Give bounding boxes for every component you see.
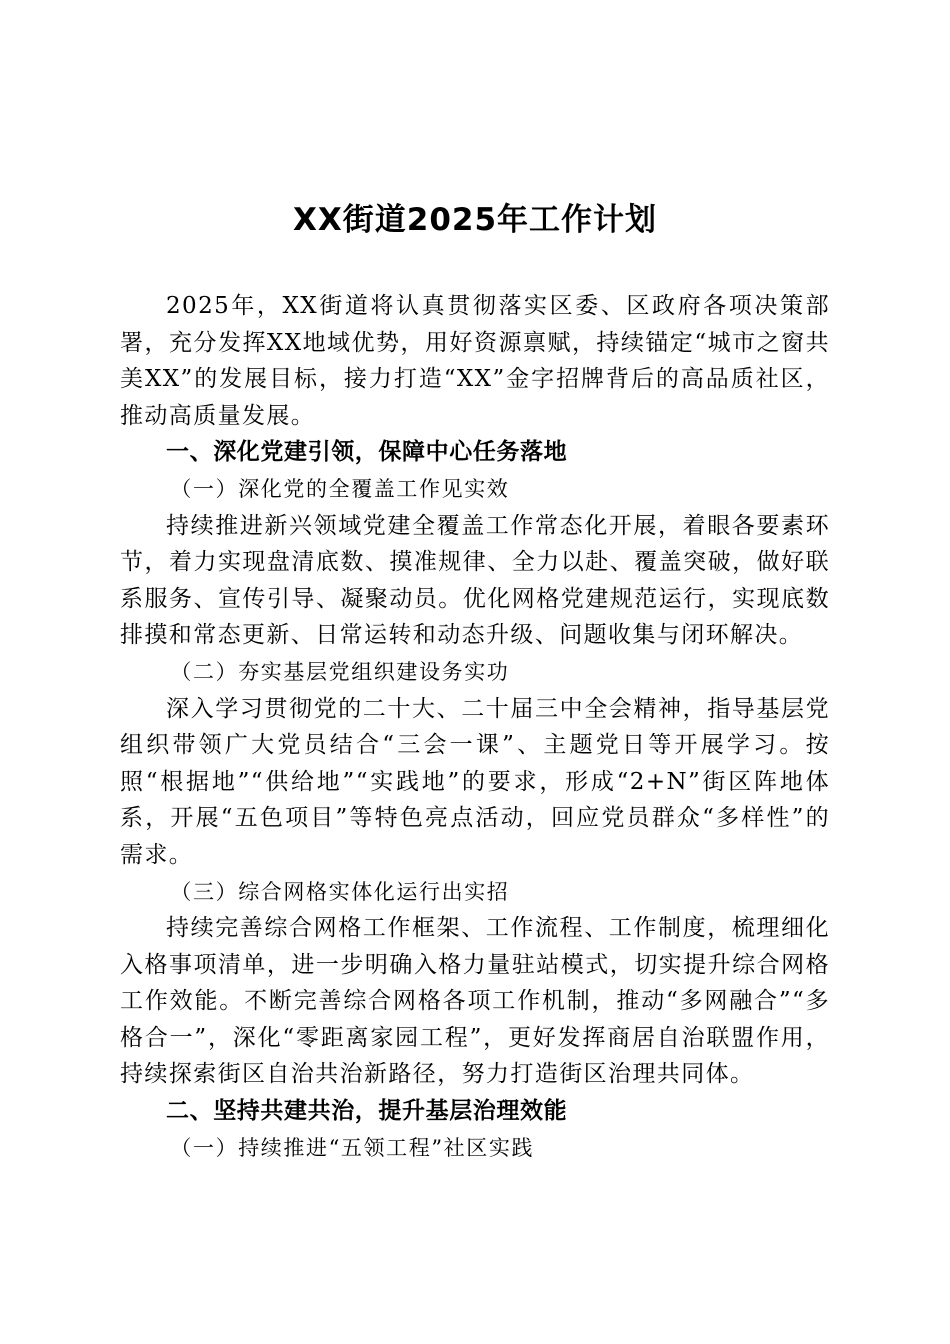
- section-1-heading: 一、深化党建引领，保障中心任务落地: [166, 439, 568, 466]
- section-2-sub-1-heading: （一）持续推进“五领工程”社区实践: [170, 1135, 535, 1160]
- section-1-sub-1-paragraph: 持续推进新兴领域党建全覆盖工作常态化开展，着眼各要素环节，着力实现盘清底数、摸准规律、全力以赴、覆盖突破，做好联系服务、宣传引导、凝聚动员。优化网格党建规范运行，实现底数排摸和常态更新、日常运转和动态升级、问题收集与闭环解决。: [120, 512, 830, 649]
- intro-paragraph: 2025年，XX街道将认真贯彻落实区委、区政府各项决策部署，充分发挥XX地域优势，用好资源禀赋，持续锚定“城市之窗共美XX”的发展目标，接力打造“XX”金字招牌背后的高品质社区，推动高质量发展。: [120, 293, 830, 429]
- section-1-sub-1-heading: （一）深化党的全覆盖工作见实效: [170, 476, 510, 501]
- document-body: [120, 288, 830, 1166]
- document-title: XX街道2025年工作计划: [292, 202, 658, 238]
- section-2-heading: 二、坚持共建共治，提升基层治理效能: [166, 1098, 568, 1125]
- section-1-sub-2-heading: （二）夯实基层党组织建设务实功: [170, 659, 510, 684]
- section-1-sub-3-paragraph: 持续完善综合网格工作框架、工作流程、工作制度，梳理细化入格事项清单，进一步明确入格力量驻站模式，切实提升综合网格工作效能。不断完善综合网格各项工作机制，推动“多网融合”“多格合一”，深化“零距离家园工程”，更好发挥商居自治联盟作用，持续探索街区自治共治新路径，努力打造街区治理共同体。: [120, 915, 830, 1088]
- section-1-sub-2-paragraph: 深入学习贯彻党的二十大、二十届三中全会精神，指导基层党组织带领广大党员结合“三会一课”、主题党日等开展学习。按照“根据地”“供给地”“实践地”的要求，形成“2+N”街区阵地体系，开展“五色项目”等特色亮点活动，回应党员群众“多样性”的需求。: [120, 695, 830, 868]
- section-1-sub-3-heading: （三）综合网格实体化运行出实招: [170, 879, 510, 904]
